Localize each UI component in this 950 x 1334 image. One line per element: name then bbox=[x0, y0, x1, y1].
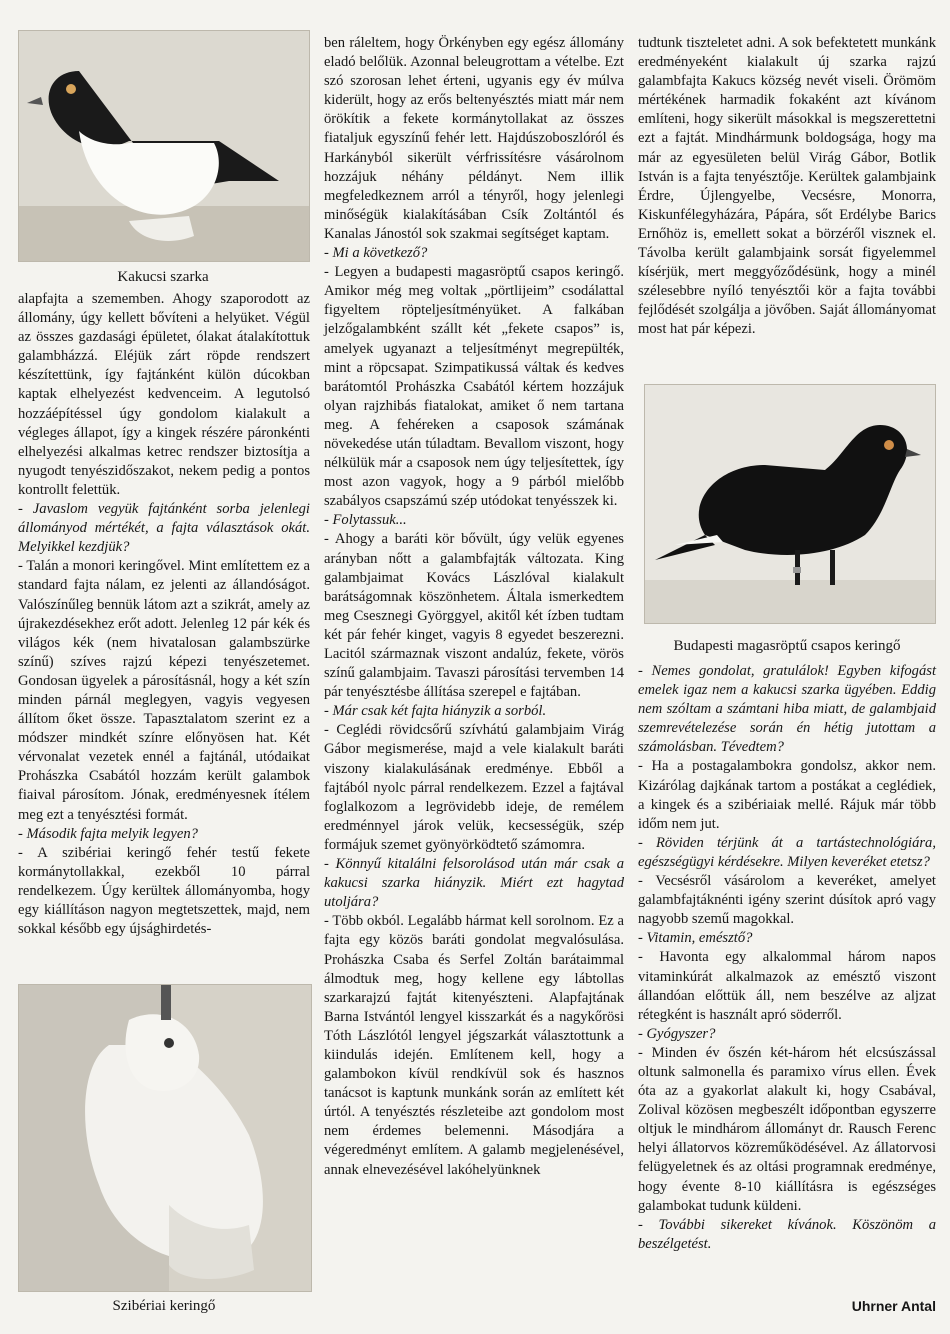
paragraph: tudtunk tiszteletet adni. A sok befektetett munkánk eredményeként kialakult új szarka rajzú galambfajta Kakucs község nevét viseli. Örömöm mértékének harmadik fokaként azt kívánom említeni, hogy sikerült másokkal is megszerettetni ezt a fajtát. Mindhármunk boldogsága, hogy ma már az egyesületen belül Virág Gábor, Botlik István is a fajta tenyésztője. Kerültek galambjaink Érdre, Újlengyelbe, Vecsésre, Monorra, Kiskunfélegyházára, Pápára, sőt Erdélybe Barics Ernőhöz is, emellett sokat a börzéről visznek el. Távolba került galambjaink sorsát figyelemmel kísérjük, mert meggyőződésünk, hogy a minél szélesebbre nyíló tenyésztői kör a fajta további fejlődését szolgálja a jövőben. Saját állományomat most hat pár képezi. bbox=[638, 35, 936, 338]
paragraph: - Legyen a budapesti magasröptű csapos keringő. Amikor még meg voltak „pörtlijeim” csodálattal figyeltem röpteljesítményüket. A falkában jelzőgalambként szállt két „fekete csapos” is, amelyek ugyanazt a teljesítményt megrepülték, mint a röpcsapat. Szimpatikussá váltak és kedves barátomtól Prohászka Csabától kértem hozzájuk olyan rajzhibás fiatalokat, amiket ő nem tartana meg. A fehéreken a csaposok számának növekedése után túladtam. Bevallom viszont, hogy nélkülük már a csaposok nem úgy teljesítettek, így most azon vagyok, hogy a 9 párból mielőbb szabályos csapszámú szép utódokat tenyésszek ki. bbox=[324, 264, 624, 510]
column-3-text-top bbox=[638, 34, 936, 340]
interview-question: - Javaslom vegyük fajtánként sorba jelenlegi állományod mértékét, a fajta választások okát. Melyikkel kezdjük? bbox=[18, 501, 310, 556]
paragraph: - A szibériai keringő fehér testű fekete kormánytollakkal, ezekből 10 párral rendelkezem. Úgy kerültek állományomba, hogy egy kiállításon nagyon megtetszettek, majd, nem sokkal később egy újsághirdetés- bbox=[18, 844, 310, 938]
photo-szibériai-keringő bbox=[18, 984, 312, 1292]
author-signature: Uhrner Antal bbox=[851, 1298, 936, 1314]
column-3-text-bottom bbox=[638, 662, 936, 1254]
interview-question: - Második fajta melyik legyen? bbox=[18, 825, 198, 842]
interview-question: - Vitamin, emésztő? bbox=[638, 930, 753, 947]
column-1-text bbox=[18, 290, 310, 939]
pigeon-illustration-2 bbox=[19, 985, 311, 1291]
paragraph: - Talán a monori keringővel. Mint említettem ez a standard fajta nálam, ez jelenti az állandóságot. Valószínűleg bennük látom azt a szikrát, amely az újrakezdésekhez erőt adott. Jelenleg 12 pár kék és világos kék (nem hivatalosan galambszürke színű) szíves rajzú képezi tenyészetemet. Gondosan ügyelek a párosításnál, hogy a két szín minden párnál meglegyen, vagyis vegyesen állítom őket össze. Tapasztalatom szerint ez a módszer mindkét színre előnyösen hat. Két vérvonalat vezetek ennél a fajtánál, utódaikat Prohászka Csabától hozzám került galambok fiaival párosítom. Jónak, eredményesnek ítélem meg ezt a tenyésztési formát. bbox=[18, 558, 310, 823]
interview-question: - Már csak két fajta hiányzik a sorból. bbox=[324, 703, 547, 720]
interview-question: - Könnyű kitalálni felsorolásod után már csak a kakucsi szarka hiányzik. Miért ezt hagytad utoljára? bbox=[324, 856, 624, 911]
paragraph: alapfajta a szememben. Ahogy szaporodott az állomány, úgy kellett bővíteni a helyüket. Végül az összes gazdasági épületet, ólakat átalakítottuk galambházzá. Eléjük zárt röpde rendszert készítettünk, így fajtánként külön dúcokban kaptak elhelyezést kedvenceim. A legutolsó hozzáépítéssel úgy gondolom kialakult a végleges állapot, így a kingek részére páronkénti elhelyezési alkalmas ketrec rendszer biztosítja a nyugodt tenyészidőszakot, nekem pedig a pontos kontrollt felettük. bbox=[18, 291, 310, 498]
paragraph: - Havonta egy alkalommal három napos vitaminkúrát alkalmazok az emésztő viszont állandóan előttük áll, nem beszélve az aljzat rétegként is használt apró söderről. bbox=[638, 949, 936, 1023]
interview-question: - Folytassuk... bbox=[324, 512, 407, 529]
photo-kakucsi-szarka bbox=[18, 30, 310, 262]
pigeon-illustration-1 bbox=[19, 31, 309, 261]
caption-szibériai-keringő: Szibériai keringő bbox=[112, 1298, 216, 1314]
caption-budapesti-keringő: Budapesti magasröptű csapos keringő bbox=[673, 638, 901, 654]
paragraph: - Ha a postagalambokra gondolsz, akkor nem. Kizárólag dajkának tartom a postákat a ceglédiek, a kingek és a szibériaiak mellé. Rájuk már több időm nem jut. bbox=[638, 758, 936, 832]
paragraph: - Ahogy a baráti kör bővült, úgy velük egyenes arányban nőtt a galambfajták változata. King galambjaimat Kovács Lászlóval kialakult barátságomnak köszönhetem. Általa ismerkedtem meg Csesznegi Györggyel, akitől két ízben tudtam két pár fehér kinget, vagyis 8 egyedet beszerezni. Lacitól származnak viszont andalúz, fekete, vörös színű galambjaim. Tavaszi párosítási tervemben 14 pár tenyésztésbe állítása szerepel e fajtában. bbox=[324, 531, 624, 701]
paragraph: - Ceglédi rövidcsőrű szívhátú galambjaim Virág Gábor megismerése, majd a vele kialakult baráti viszony kialakulásának eredménye. Ebből a fajtából nyolc párral rendelkezem. Ezzel a fajtával foglalkozom a legrövidebb ideje, de remélem eredménnyel járok velük, kecsességük, szép formájuk szemet gyönyörködtető számomra. bbox=[324, 722, 624, 853]
pigeon-illustration-3 bbox=[645, 385, 935, 623]
interview-question: - Röviden térjünk át a tartástechnológiára, egészségügyi kérdésekre. Milyen keveréket etetsz? bbox=[638, 834, 936, 870]
photo-budapesti-keringő bbox=[644, 384, 936, 624]
interview-question: - További sikereket kívánok. Köszönöm a beszélgetést. bbox=[638, 1216, 936, 1252]
column-2-text bbox=[324, 34, 624, 1180]
paragraph: ben ráleltem, hogy Örkényben egy egész állomány eladó belőlük. Azonnal beleugrottam a vételbe. Ezt szó szorosan lehet érteni, ugyanis egy év múlva kiderült, hogy az erős beltenyésztés miatt már nem örökítik a fekete kormánytollakat az összes fiataljuk egyszínű fehér lett. Hajdúszoboszlóról és Harkányból sikerült vérfrissítésre vásárolnom hozzájuk néhány példányt. Nem illik megfeledkeznem arról a tényről, hogy jelenlegi minőségük kialakításában Csík Zoltántól és Kanalas Jánostól sok szakmai segítséget kaptam. bbox=[324, 35, 624, 242]
caption-kakucsi-szarka: Kakucsi szarka bbox=[117, 269, 209, 285]
interview-question: - Gyógyszer? bbox=[638, 1025, 716, 1042]
interview-question: - Nemes gondolat, gratulálok! Egyben kifogást emelek igaz nem a kakucsi szarka ügyében. Eddig nem szóltam a számtani hiba miatt, de galambjaid szemrevételezése során én hétig jutottam a számolásban. Tévedtem? bbox=[638, 663, 936, 756]
interview-question: - Mi a következő? bbox=[324, 245, 428, 262]
paragraph: - Vecsésről vásárolom a keveréket, amelyet galambfajtáknénti igény szerint dúsítok apró vagy nagyobb szemű magokkal. bbox=[638, 873, 936, 928]
paragraph: - Több okból. Legalább hármat kell sorolnom. Ez a fajta egy közös baráti gondolat megvalósulása. Prohászka Csaba és Serfel Zoltán barátaimmal álmodtuk meg, hogy kellene egy lábtollas szarkarajzú fajtát kitenyészteni. Alapfajtának Barna Istvántól lengyel kisszarkát és a nagykőrösi Tóth Lászlótól lengyel jégszarkát választottunk a kiindulás idején. Említenem kell, hogy a galambokon kívül rendkívül sok és hasznos tanácsot is kaptunk munkánk során az említett két úrtól. A tenyésztés részleteibe azt gondolom most nem érdemes belemenni. Másodjára a végeredményt említem. A galamb megjelenésével, annak elnevezésével lakóhelyünknek bbox=[324, 913, 624, 1178]
paragraph: - Minden év őszén két-három hét elcsúszással oltunk salmonella és paramixo vírus ellen. Évek óta az a gyakorlat alakult ki, hogy Csabával, Zolival közösen megbeszélt időpontban egyszerre oltjuk le mindhárom állományt dr. Rausch Ferenc helyi állatorvos közreműködésével. Az állatorvosi felügyeletnek és az oltási programnak eredménye, hogy évente 8-10 kiállításra is egészséges galambokat tudunk küldeni. bbox=[638, 1044, 936, 1214]
